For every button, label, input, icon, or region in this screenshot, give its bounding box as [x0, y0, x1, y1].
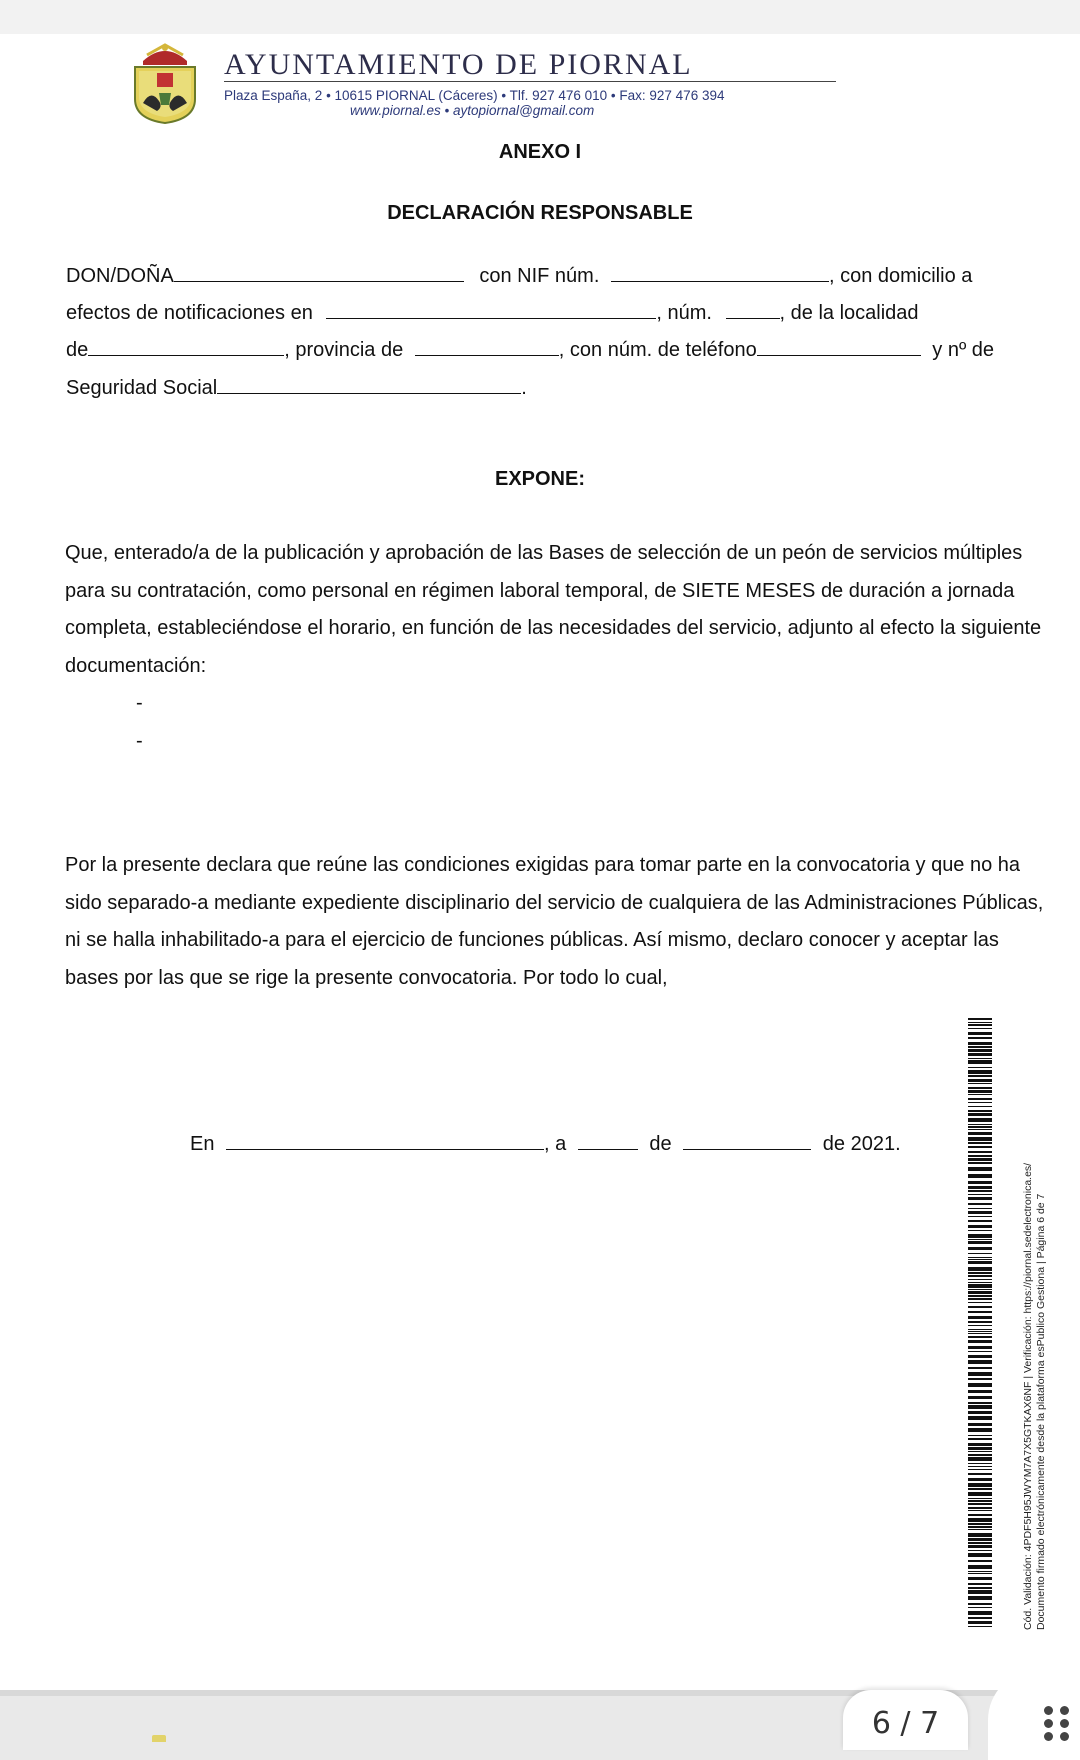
label-de: de: [66, 339, 89, 361]
barcode-bar: [968, 1211, 992, 1214]
barcode-bar: [968, 1279, 992, 1280]
barcode-bar: [968, 1331, 992, 1332]
expone-paragraph: Que, enterado/a de la publicación y aprobación de las Bases de selección de un peón de servicios múltiples para su contratación, como personal en régimen laboral temporal, de SIETE MESES de duración a jornada completa, estableciéndose el horario, en función de las necesidades del servicio, adjunto al efecto la siguiente documentación:: [65, 542, 1042, 677]
barcode-bar: [968, 1443, 992, 1446]
barcode-bar: [968, 1291, 992, 1294]
label-domicilio: , con domicilio a: [828, 265, 973, 287]
municipality-address: Plaza España, 2 • 10615 PIORNAL (Cáceres) • Tlf. 927 476 010 • Fax: 927 476 394: [224, 88, 725, 103]
form-line-locality: [66, 338, 994, 362]
barcode-bar: [968, 1220, 992, 1222]
barcode-bar: [968, 1022, 992, 1023]
barcode-bar: [968, 1075, 992, 1077]
barcode-bar: [968, 1126, 992, 1128]
nif-blank-field[interactable]: [611, 264, 829, 282]
barcode-bar: [968, 1098, 992, 1100]
barcode-bar: [968, 1325, 992, 1326]
header-rule: [224, 81, 836, 82]
month-blank-field[interactable]: [683, 1132, 811, 1150]
document-list-item-2: -: [136, 730, 143, 752]
barcode-bar: [968, 1306, 992, 1308]
barcode-bar: [968, 1372, 992, 1376]
barcode-bar: [968, 1284, 992, 1288]
label-seguridad-social: Seguridad Social: [66, 377, 218, 399]
barcode-bar: [968, 1463, 992, 1464]
barcode-bar: [968, 1028, 992, 1029]
barcode-bar: [968, 1046, 992, 1048]
barcode-bar: [968, 1079, 992, 1082]
barcode-bar: [968, 1208, 992, 1209]
barcode-bar: [968, 1321, 992, 1323]
label-num: , núm.: [656, 302, 712, 324]
barcode-bar: [968, 1225, 992, 1228]
barcode-bar: [968, 1190, 992, 1192]
barcode-bar: [968, 1158, 992, 1161]
barcode-bar: [968, 1411, 992, 1414]
form-line-social-security: [66, 376, 527, 400]
viewer-top-strip: [0, 0, 1080, 34]
barcode-bar: [968, 1510, 992, 1511]
barcode-bar: [968, 1451, 992, 1452]
barcode-bar: [968, 1186, 992, 1189]
barcode-bar: [968, 1132, 992, 1135]
barcode-bar: [968, 1295, 992, 1297]
barcode-bar: [968, 1483, 992, 1487]
barcode-bar: [968, 1396, 992, 1399]
document-list-item-1: -: [136, 692, 143, 714]
verification-signature-line: Documento firmado electrónicamente desde la plataforma esPublico Gestiona | Página 6 de 7: [1035, 1193, 1047, 1630]
barcode-bar: [968, 1438, 992, 1440]
barcode-bar: [968, 1053, 992, 1056]
label-telefono: , con núm. de teléfono: [558, 339, 757, 361]
barcode-bar: [968, 1590, 992, 1594]
barcode-bar: [968, 1259, 992, 1260]
barcode-bar: [968, 1457, 992, 1461]
barcode-bar: [968, 1124, 992, 1125]
barcode-bar: [968, 1360, 992, 1364]
number-blank-field[interactable]: [726, 301, 780, 319]
label-en: En: [190, 1133, 215, 1155]
label-month-de: de: [649, 1133, 672, 1155]
barcode-bar: [968, 1435, 992, 1436]
barcode-bar: [968, 1137, 992, 1141]
label-nif: con NIF núm.: [479, 265, 600, 287]
barcode-bar: [968, 1565, 992, 1569]
page-indicator: 6 / 7: [843, 1690, 968, 1750]
barcode-bar: [968, 1267, 992, 1271]
barcode-bar: [968, 1018, 992, 1020]
barcode-bar: [968, 1346, 992, 1349]
barcode-bar: [968, 1110, 992, 1112]
barcode-bar: [968, 1032, 992, 1035]
barcode-bar: [968, 1523, 992, 1525]
barcode-bar: [968, 1603, 992, 1605]
barcode-bar: [968, 1094, 992, 1095]
barcode-bar: [968, 1070, 992, 1074]
barcode-bar: [968, 1118, 992, 1122]
barcode-bar: [968, 1542, 992, 1544]
barcode-bar: [968, 1194, 992, 1195]
barcode-bar: [968, 1529, 992, 1530]
barcode-bar: [968, 1289, 992, 1290]
barcode-bar: [968, 1390, 992, 1393]
barcode-bar: [968, 1087, 992, 1089]
barcode-bar: [968, 1311, 992, 1313]
barcode-bar: [968, 1272, 992, 1274]
annex-heading: ANEXO I: [498, 141, 582, 163]
barcode-bar: [968, 1239, 992, 1240]
barcode-bar: [968, 1573, 992, 1574]
barcode-bar: [968, 1560, 992, 1562]
label-nss: y nº de: [932, 339, 995, 361]
barcode-bar: [968, 1583, 992, 1585]
declaration-heading: DECLARACIÓN RESPONSABLE: [387, 202, 693, 224]
barcode-bar: [968, 1538, 992, 1541]
expone-heading: EXPONE:: [494, 468, 586, 490]
social-security-blank-field[interactable]: [217, 376, 521, 394]
barcode-bar: [968, 1058, 992, 1059]
barcode-bar: [968, 1197, 992, 1200]
barcode-bar: [968, 1049, 992, 1052]
barcode-bar: [968, 1037, 992, 1039]
barcode-bar: [968, 1155, 992, 1157]
barcode-bar: [968, 1500, 992, 1502]
label-don-dona: DON/DOÑA: [66, 265, 174, 287]
barcode-bar: [968, 1355, 992, 1358]
label-year: de 2021.: [822, 1133, 901, 1155]
barcode-bar: [968, 1488, 992, 1490]
phone-blank-field[interactable]: [757, 338, 921, 356]
address-blank-field[interactable]: [326, 301, 656, 319]
barcode-bar: [968, 1423, 992, 1426]
label-localidad: , de la localidad: [779, 302, 919, 324]
barcode-bar: [968, 1247, 992, 1250]
barcode-bar: [968, 1533, 992, 1537]
barcode-bar: [968, 1351, 992, 1352]
barcode-bar: [968, 1340, 992, 1343]
barcode-bar: [968, 1621, 992, 1624]
barcode-bar: [968, 1545, 992, 1548]
barcode-bar: [968, 1550, 992, 1551]
next-page-crest-icon: [152, 1735, 166, 1742]
barcode-bar: [968, 1129, 992, 1130]
barcode-bar: [968, 1261, 992, 1264]
name-blank-field[interactable]: [174, 264, 464, 282]
barcode-bar: [968, 1526, 992, 1528]
barcode-bar: [968, 1466, 992, 1467]
barcode-bar: [968, 1498, 992, 1499]
grid-dots-icon[interactable]: [1044, 1706, 1072, 1738]
barcode-bar: [968, 1282, 992, 1283]
barcode-bar: [968, 1181, 992, 1184]
barcode-bar: [968, 1611, 992, 1615]
barcode-bar: [968, 1329, 992, 1330]
barcode-bar: [968, 1518, 992, 1522]
barcode-bar: [968, 1102, 992, 1103]
barcode-bar: [968, 1024, 992, 1026]
barcode-bar: [968, 1241, 992, 1244]
barcode-bar: [968, 1507, 992, 1509]
barcode-bar: [968, 1234, 992, 1238]
form-line-name: [66, 264, 972, 288]
barcode-bar: [968, 1090, 992, 1093]
barcode-bar: [968, 1333, 992, 1334]
form-line-address: [66, 301, 919, 325]
barcode-bar: [968, 1596, 992, 1600]
verification-code-line: Cód. Validación: 4PDF5H95JWYM7A7X5GTKAX6NF | Verificación: https://piornal.sedelectronica.es/: [1022, 1162, 1034, 1630]
barcode-bar: [968, 1492, 992, 1496]
barcode-bar: [968, 1607, 992, 1608]
barcode-bar: [968, 1447, 992, 1450]
barcode-bar: [968, 1316, 992, 1319]
barcode-bar: [968, 1167, 992, 1171]
municipality-title: AYUNTAMIENTO DE PIORNAL: [224, 48, 693, 81]
barcode-bar: [968, 1378, 992, 1380]
barcode-bar: [968, 1617, 992, 1619]
municipality-web: www.piornal.es • aytopiornal@gmail.com: [350, 103, 595, 118]
day-blank-field[interactable]: [578, 1132, 638, 1150]
barcode-bar: [968, 1383, 992, 1387]
municipal-crest-logo: [129, 43, 201, 125]
barcode-bar: [968, 1253, 992, 1254]
barcode-bar: [968, 1113, 992, 1116]
barcode-bar: [968, 1503, 992, 1505]
barcode-bar: [968, 1106, 992, 1107]
label-notificaciones: efectos de notificaciones en: [66, 302, 313, 324]
barcode-bar: [968, 1257, 992, 1258]
barcode-bar: [968, 1067, 992, 1068]
barcode-bar: [968, 1151, 992, 1153]
barcode-bar: [968, 1042, 992, 1045]
barcode-bar: [968, 1514, 992, 1516]
barcode-bar: [968, 1174, 992, 1178]
barcode-bar: [968, 1469, 992, 1470]
barcode-bar: [968, 1553, 992, 1557]
barcode-bar: [968, 1060, 992, 1064]
barcode-bar: [968, 1428, 992, 1432]
place-blank-field[interactable]: [226, 1132, 544, 1150]
barcode-bar: [968, 1402, 992, 1404]
barcode-bar: [968, 1162, 992, 1164]
barcode-bar: [968, 1478, 992, 1481]
barcode-bar: [968, 1405, 992, 1409]
barcode-bar: [968, 1416, 992, 1420]
barcode-bar: [968, 1571, 992, 1572]
locality-blank-field[interactable]: [88, 338, 284, 356]
province-blank-field[interactable]: [415, 338, 559, 356]
label-provincia: , provincia de: [284, 339, 404, 361]
barcode-bar: [968, 1577, 992, 1580]
barcode-bar: [968, 1298, 992, 1300]
signature-date-line: [190, 1132, 901, 1156]
barcode-bar: [968, 1473, 992, 1475]
barcode-bar: [968, 1216, 992, 1217]
barcode-bar: [968, 1230, 992, 1231]
label-a: , a: [544, 1133, 567, 1155]
barcode-bar: [968, 1626, 992, 1627]
barcode-bar: [968, 1454, 992, 1456]
barcode-bar: [968, 1146, 992, 1148]
barcode-bar: [968, 1336, 992, 1338]
barcode-bar: [968, 1367, 992, 1369]
barcode-bar: [968, 1587, 992, 1589]
barcode-bar: [968, 1142, 992, 1144]
barcode-bar: [968, 1083, 992, 1084]
barcode-bar: [968, 1275, 992, 1277]
verification-barcode: [968, 1018, 992, 1628]
barcode-bar: [968, 1302, 992, 1303]
label-period: .: [521, 377, 527, 399]
declaration-paragraph: Por la presente declara que reúne las condiciones exigidas para tomar parte en la convocatoria y que no ha sido separado-a mediante expediente disciplinario del servicio de cualquiera de las Administraciones Públicas, ni se halla inhabilitado-a para el ejercicio de funciones públicas. Así mismo, declaro conocer y aceptar las bases por las que se rige la presente convocatoria. Por todo lo cual,: [65, 854, 1044, 989]
barcode-bar: [968, 1203, 992, 1205]
